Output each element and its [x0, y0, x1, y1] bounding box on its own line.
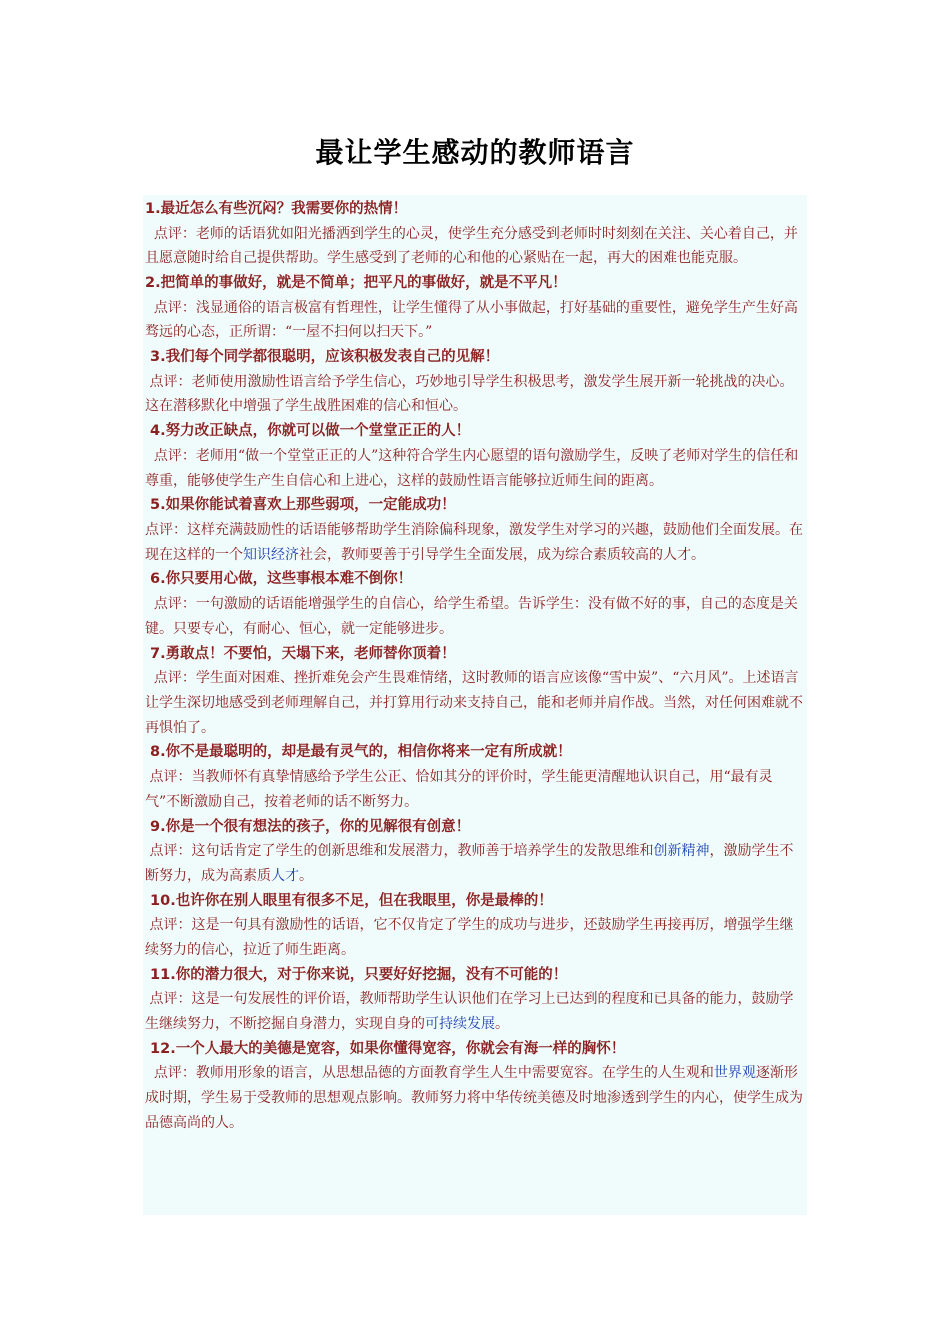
comment-text: 点评：这样充满鼓励性的话语能够帮助学生消除偏科现象，激发学生对学习的兴趣，鼓励他们全面发展。在现在这样的一个 [145, 521, 803, 563]
comment-text: 。 [495, 1016, 509, 1033]
encyclopedia-link[interactable]: 创新精神 [653, 843, 710, 860]
entry-comment-8 [145, 765, 805, 815]
entry-comment-1 [145, 222, 805, 272]
entry-heading-6: 6.你只要用心做，这些事根本难不倒你！ [145, 571, 413, 588]
entry-heading-3: 3.我们每个同学都很聪明，应该积极发表自己的见解！ [145, 349, 500, 366]
entry-heading-4: 4.努力改正缺点，你就可以做一个堂堂正正的人！ [145, 423, 471, 440]
encyclopedia-link[interactable]: 可持续发展 [425, 1016, 495, 1033]
entry-comment-3 [145, 370, 805, 420]
entry-comment-5 [145, 518, 805, 568]
entry-comment-4 [145, 444, 805, 494]
entry-heading-2: 2.把简单的事做好，就是不简单；把平凡的事做好，就是不平凡！ [145, 275, 567, 292]
comment-text: 点评：老师的话语犹如阳光播洒到学生的心灵，使学生充分感受到老师时时刻刻在关注、关心着自己，并且愿意随时给自己提供帮助。学生感受到了老师的心和他的心紧贴在一起，再大的困难也能克服。 [145, 225, 798, 267]
encyclopedia-link[interactable]: 人才 [271, 867, 299, 884]
encyclopedia-link[interactable]: 世界观 [713, 1065, 756, 1082]
entry-heading-9: 9.你是一个很有想法的孩子，你的见解很有创意！ [145, 818, 471, 835]
comment-text: 逐渐形成时期，学生易于受教师的思想观点影响。教师努力将中华传统美德及时地渗透到学生的内心，使学生成为品德高尚的人。 [145, 1065, 803, 1131]
entry-heading-7: 7.勇敢点！不要怕，天塌下来，老师替你顶着！ [145, 645, 456, 662]
comment-text: 点评：一句激励的话语能增强学生的自信心，给学生希望。告诉学生：没有做不好的事，自己的态度是关键。只要专心，有耐心、恒心，就一定能够进步。 [145, 595, 798, 637]
entry-heading-12: 12.一个人最大的美德是宽容，如果你懂得宽容，你就会有海一样的胸怀！ [145, 1040, 626, 1057]
entry-heading-5: 5.如果你能试着喜欢上那些弱项，一定能成功！ [145, 497, 456, 514]
comment-text: 点评：老师用“做一个堂堂正正的人”这种符合学生内心愿望的语句激励学生，反映了老师对学生的信任和尊重，能够使学生产生自信心和上进心，这样的鼓励性语言能够拉近师生间的距离。 [145, 447, 799, 489]
comment-text: 点评：教师用形象的语言，从思想品德的方面教育学生人生中需要宽容。在学生的人生观和 [145, 1065, 714, 1082]
entry-comment-12 [145, 1061, 805, 1135]
entry-comment-11 [145, 987, 805, 1037]
comment-text: 。 [299, 867, 313, 884]
comment-text: 点评：这句话肯定了学生的创新思维和发展潜力，教师善于培养学生的发散思维和 [145, 843, 654, 860]
entry-heading-1: 1.最近怎么有些沉闷？我需要你的热情！ [145, 201, 408, 217]
entry-heading-8: 8.你不是最聪明的，却是最有灵气的，相信你将来一定有所成就！ [145, 744, 572, 761]
comment-text: 点评：浅显通俗的语言极富有哲理性，让学生懂得了从小事做起，打好基础的重要性，避免学生产生好高骛远的心态，正所谓：“一屋不扫何以扫天下。” [145, 299, 798, 341]
comment-text: 社会，教师要善于引导学生全面发展，成为综合素质较高的人才。 [299, 546, 705, 563]
entry-heading-11: 11.你的潜力很大，对于你来说，只要好好挖掘，没有不可能的！ [145, 966, 568, 983]
encyclopedia-link[interactable]: 知识经济 [243, 546, 299, 563]
comment-text: 点评：老师使用激励性语言给予学生信心，巧妙地引导学生积极思考，激发学生展开新一轮挑战的决心。这在潜移默化中增强了学生战胜困难的信心和恒心。 [145, 373, 794, 415]
entry-comment-2 [145, 296, 805, 346]
comment-text: 点评：学生面对困难、挫折难免会产生畏难情绪，这时教师的语言应该像“雪中炭”、“六月风”。上述语言让学生深切地感受到老师理解自己，并打算用行动来支持自己，能和老师并肩作战。当然，对任何困难就不再惧怕了。 [145, 670, 803, 736]
comment-text: 点评：当教师怀有真挚情感给予学生公正、恰如其分的评价时，学生能更清醒地认识自己，用“最有灵气”不断激励自己，按着老师的话不断努力。 [145, 768, 773, 810]
entry-comment-6 [145, 592, 805, 642]
entry-comment-7 [145, 666, 805, 740]
entry-comment-10 [145, 913, 805, 963]
comment-text: 点评：这是一句具有激励性的话语，它不仅肯定了学生的成功与进步，还鼓励学生再接再厉，增强学生继续努力的信心，拉近了师生距离。 [145, 917, 794, 958]
content-box [143, 195, 807, 1215]
comment-text: 点评：这是一句发展性的评价语，教师帮助学生认识他们在学习上已达到的程度和已具备的能力，鼓励学生继续努力，不断挖掘自身潜力，实现自身的 [145, 991, 794, 1033]
entry-comment-9 [145, 839, 805, 889]
page-title: 最让学生感动的教师语言 [315, 136, 635, 169]
entry-heading-10: 10.也许你在别人眼里有很多不足，但在我眼里，你是最棒的！ [145, 892, 553, 909]
comment-text: ，激励学生不断努力，成为高素质 [145, 843, 794, 884]
